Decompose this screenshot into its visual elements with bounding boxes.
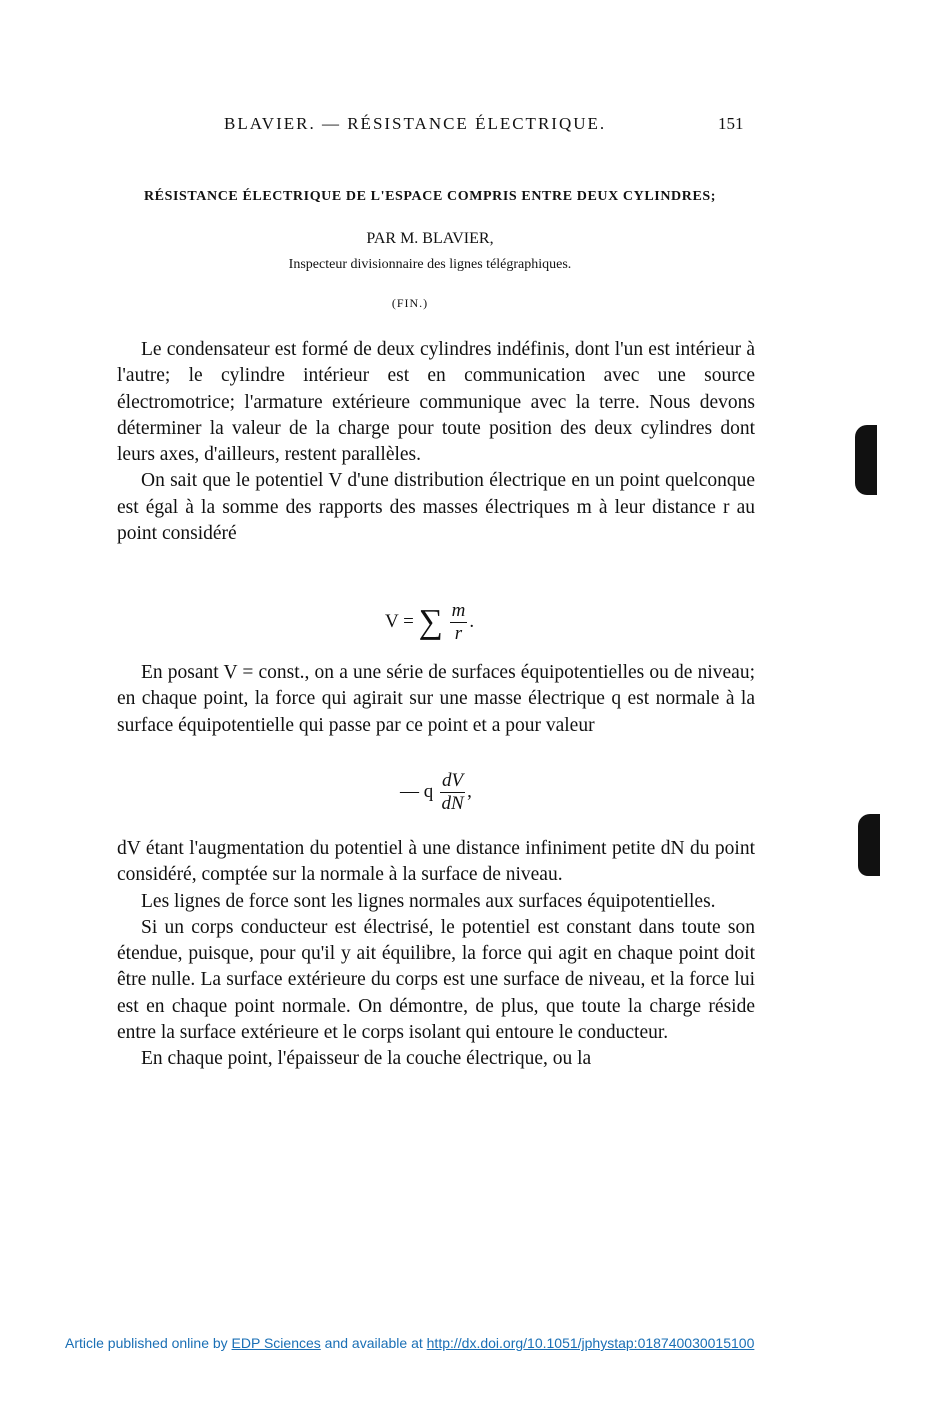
footer-prefix: Article published online by: [65, 1335, 228, 1351]
fraction: [440, 770, 465, 815]
paragraph: On sait que le potentiel V d'une distribution électrique en un point quelconque est égal à la somme des rapports des masses électriques m à leur distance r au point considéré: [117, 470, 755, 545]
formula-lhs: — q: [400, 780, 434, 802]
continuation-marker: (FIN.): [391, 296, 429, 310]
formula-lhs: V =: [385, 610, 414, 632]
formula-end: ,: [467, 780, 472, 802]
fraction: [450, 600, 468, 645]
running-head: BLAVIER. — RÉSISTANCE ÉLECTRIQUE.: [224, 114, 607, 133]
footer-middle: and available at: [324, 1335, 423, 1351]
fraction-numerator: m: [451, 600, 466, 621]
fraction-numerator: dV: [442, 770, 464, 791]
scan-binding-mark: [855, 425, 877, 495]
body-block-2: [117, 660, 755, 739]
paragraph: Le condensateur est formé de deux cylindres indéfinis, dont l'un est intérieur à l'autre; le cylindre intérieur est en communication avec une source électromotrice; l'armature extérieure communique avec la terre. Nous devons déterminer la valeur de la charge pour toute position des deux cylindres dont leurs axes, d'ailleurs, restent parallèles.: [117, 339, 755, 466]
force-formula: [400, 770, 472, 815]
author-affiliation: Inspecteur divisionnaire des lignes télégraphiques.: [288, 257, 572, 272]
publisher-link[interactable]: EDP Sciences: [231, 1335, 321, 1351]
body-block-3: [117, 836, 755, 1073]
paragraph: Les lignes de force sont les lignes normales aux surfaces équipotentielles.: [141, 890, 716, 912]
paragraph: Si un corps conducteur est électrisé, le potentiel est constant dans toute son étendue, puisque, pour qu'il y ait équilibre, la force qui agit en chaque point doit être nulle. La surface extérieure du corps est une surface de niveau, et la force lui est en chaque point normale. On démontre, de plus, que toute la charge réside entre la surface extérieure et le corps isolant qui entoure le conducteur.: [117, 916, 755, 1044]
page-number: 151: [718, 114, 744, 133]
formula-end: .: [469, 610, 475, 632]
paragraph: En posant V = const., on a une série de surfaces équipotentielles ou de niveau; en chaque point, la force qui agirait sur une masse électrique q est normale à la surface équipotentielle qui passe par ce point et a pour valeur: [117, 662, 755, 736]
scan-binding-mark: [858, 814, 880, 876]
paragraph: dV étant l'augmentation du potentiel à une distance infiniment petite dN du point considéré, comptée sur la normale à la surface de niveau.: [117, 838, 755, 886]
sum-symbol: ∑: [418, 603, 443, 641]
paragraph: En chaque point, l'épaisseur de la couche électrique, ou la: [141, 1048, 592, 1070]
publication-footer: [65, 1335, 754, 1351]
fraction-denominator: dN: [441, 793, 464, 814]
potential-formula: [385, 600, 474, 645]
body-block-1: [117, 337, 755, 547]
doi-link[interactable]: http://dx.doi.org/10.1051/jphystap:018740030015100: [426, 1335, 755, 1351]
fraction-denominator: r: [454, 623, 463, 644]
author-line: PAR M. BLAVIER,: [366, 230, 494, 247]
article-title: RÉSISTANCE ÉLECTRIQUE DE L'ESPACE COMPRIS ENTRE DEUX CYLINDRES;: [143, 189, 717, 204]
